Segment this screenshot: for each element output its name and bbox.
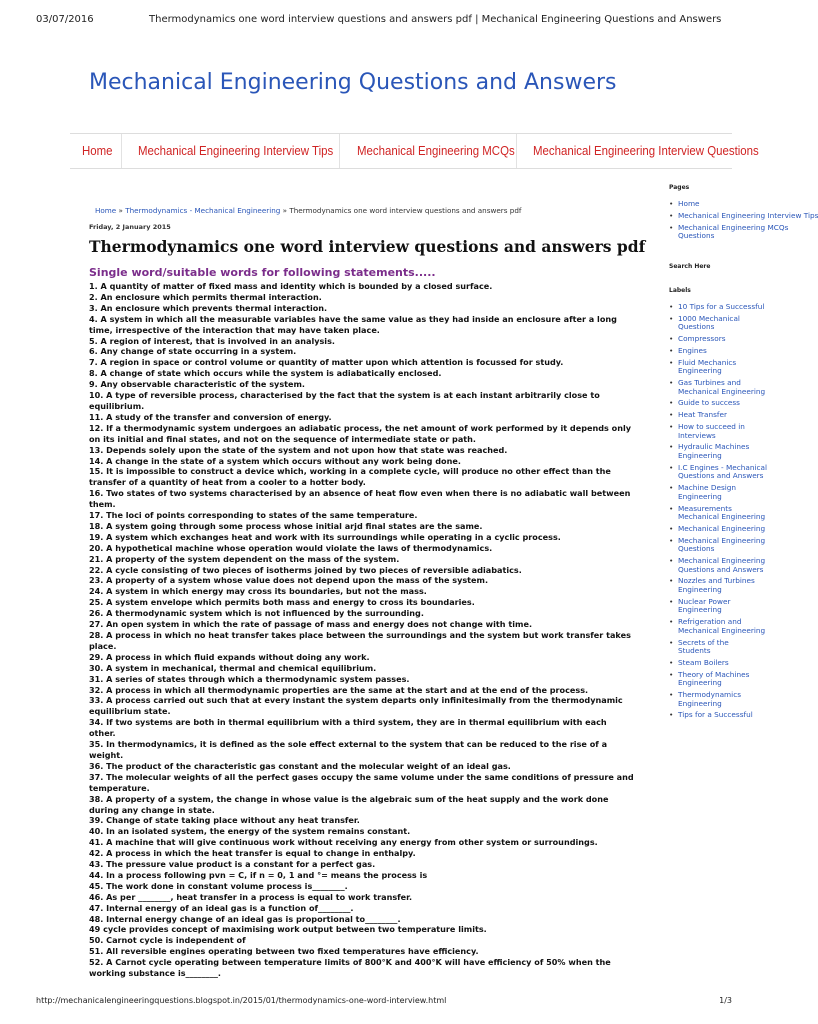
question-list (89, 281, 635, 979)
question-item: 16. Two states of two systems characterised by an absence of heat flow even when there is no adiabatic wall between them. (89, 488, 631, 510)
question-item: 12. If a thermodynamic system undergoes an adiabatic process, the net amount of work performed by it depends only on its initial and final states, and not on the sequence of intermediate state or path. (89, 422, 632, 444)
print-date: 03/07/2016 (36, 14, 94, 25)
question-item: 38. A property of a system, the change in whose value is the algebraic sum of the heat supply and the work done during any change in state. (89, 793, 609, 815)
question-item: 35. In thermodynamics, it is defined as the sole effect external to the system that can be reduced to the rise of a weight. (89, 739, 608, 760)
sidebar-pages-list (667, 199, 818, 244)
question-item: 43. The pressure value product is a constant for a perfect gas. (89, 859, 376, 870)
sidebar (667, 0, 818, 1000)
sidebar-label-link[interactable]: • 1000 Mechanical Questions (667, 315, 733, 332)
sidebar-label-link[interactable]: • Gas Turbines and Mechanical Engineering (667, 379, 733, 396)
sidebar-label-link[interactable]: • Refrigeration and Mechanical Engineering (667, 618, 733, 635)
sidebar-labels-list (667, 302, 768, 723)
question-item: 26. A thermodynamic system which is not influenced by the surrounding. (89, 608, 424, 619)
question-item: 40. In an isolated system, the energy of the system remains constant. (89, 826, 411, 837)
post-date: Friday, 2 January 2015 (89, 223, 171, 231)
question-item: 45. The work done in constant volume process is________. (89, 880, 348, 891)
nav-item-interview-tips[interactable]: Mechanical Engineering Interview Tips (138, 143, 334, 158)
question-item: 19. A system which exchanges heat and work with its surroundings while operating in a cyclic process. (89, 531, 561, 542)
question-item: 41. A machine that will give continuous work without receiving any energy from other system or surroundings. (89, 837, 598, 848)
question-item: 47. Internal energy of an ideal gas is a function of________. (89, 902, 354, 913)
question-item: 3. An enclosure which prevents thermal interaction. (89, 302, 328, 313)
sidebar-label-link[interactable]: • Heat Transfer (667, 411, 733, 420)
breadcrumb-separator: » (118, 206, 123, 215)
sidebar-label-link[interactable]: • 10 Tips for a Successful (667, 303, 733, 312)
sidebar-label-link[interactable]: • Secrets of the Students (667, 639, 733, 656)
question-item: 21. A property of the system dependent on the mass of the system. (89, 553, 400, 564)
sidebar-label-link[interactable]: • Engines (667, 347, 733, 356)
sidebar-label-link[interactable]: • Mechanical Engineering Questions and Answers (667, 557, 733, 574)
sidebar-label-link[interactable]: • Hydraulic Machines Engineering (667, 443, 733, 460)
top-navigation (70, 133, 759, 169)
nav-item-interview-questions[interactable]: Mechanical Engineering Interview Questions (533, 143, 759, 158)
sidebar-label-link[interactable]: • Theory of Machines Engineering (667, 671, 733, 688)
question-item: 9. Any observable characteristic of the system. (89, 379, 305, 390)
print-url: http://mechanicalengineeringquestions.blogspot.in/2015/01/thermodynamics-one-word-interview.html (36, 996, 447, 1005)
sidebar-label-link[interactable]: • Nuclear Power Engineering (667, 598, 733, 615)
question-item: 32. A process in which all thermodynamic properties are the same at the start and at the end of the process. (89, 684, 589, 695)
sidebar-label-link[interactable]: • Measurements Mechanical Engineering (667, 505, 733, 522)
nav-divider (121, 134, 122, 168)
sidebar-labels-heading: Labels (669, 287, 691, 294)
question-item: 28. A process in which no heat transfer takes place between the surroundings and the system but work transfer takes place. (89, 630, 631, 651)
sidebar-page-mcqs[interactable]: • Mechanical Engineering MCQs Questions (667, 224, 733, 241)
question-item: 48. Internal energy change of an ideal gas is proportional to________. (89, 913, 401, 924)
question-item: 46. As per ________, heat transfer in a process is equal to work transfer. (89, 891, 413, 902)
sidebar-page-interview-tips[interactable]: • Mechanical Engineering Interview Tips (667, 212, 733, 221)
breadcrumb-category-link[interactable]: Thermodynamics - Mechanical Engineering (125, 206, 281, 215)
question-item: 8. A change of state which occurs while the system is adiabatically enclosed. (89, 368, 442, 379)
sidebar-page-home[interactable]: • Home (667, 200, 733, 209)
breadcrumb-home-link[interactable]: Home (95, 206, 117, 215)
question-item: 10. A type of reversible process, characterised by the fact that the system is at each instant arbitrarily close to equilibrium. (89, 390, 600, 411)
print-page-number: 1/3 (719, 996, 732, 1005)
nav-item-mcqs[interactable]: Mechanical Engineering MCQs (357, 143, 515, 158)
question-item: 15. It is impossible to construct a device which, working in a complete cycle, will produce no other effect than the transfer of a quantity of heat from a cooler to a hotter body. (89, 466, 611, 488)
question-item: 24. A system in which energy may cross its boundaries, but not the mass. (89, 586, 427, 597)
sidebar-label-link[interactable]: • Guide to success (667, 399, 733, 408)
nav-item-home[interactable]: Home (82, 143, 113, 158)
question-item: 39. Change of state taking place without any heat transfer. (89, 815, 360, 826)
question-item: 7. A region in space or control volume or quantity of matter upon which attention is focussed for study. (89, 357, 564, 368)
sidebar-label-link[interactable]: • Compressors (667, 335, 733, 344)
question-item: 27. An open system in which the rate of passage of mass and energy does not change with time. (89, 619, 533, 630)
sidebar-label-link[interactable]: • How to succeed in Interviews (667, 423, 733, 440)
question-item: 14. A change in the state of a system which occurs without any work being done. (89, 455, 461, 466)
question-item: 49 cycle provides concept of maximising work output between two temperature limits. (89, 924, 487, 935)
question-item: 42. A process in which the heat transfer is equal to change in enthalpy. (89, 848, 416, 859)
question-item: 4. A system in which all the measurable variables have the same value as they had inside an enclosure after a long time, irrespective of the interaction that may have taken place. (89, 313, 617, 335)
breadcrumb-separator: » (282, 206, 288, 215)
question-item: 36. The product of the characteristic gas constant and the molecular weight of an ideal gas. (89, 760, 511, 771)
question-item: 6. Any change of state occurring in a system. (89, 346, 297, 357)
question-item: 5. A region of interest, that is involved in an analysis. (89, 335, 335, 346)
question-item: 37. The molecular weights of all the perfect gases occupy the same volume under the same conditions of pressure and temperature. (89, 771, 634, 793)
question-item: 44. In a process following pvn = C, if n = 0, 1 and °= means the process is (89, 869, 428, 880)
question-item: 11. A study of the transfer and conversion of energy. (89, 411, 332, 422)
sidebar-label-link[interactable]: • Thermodynamics Engineering (667, 691, 733, 708)
sidebar-label-link[interactable]: • I.C Engines - Mechanical Questions and Answers (667, 464, 733, 481)
breadcrumb-current: Thermodynamics one word interview questions and answers pdf (289, 206, 522, 215)
sidebar-label-link[interactable]: • Mechanical Engineering Questions (667, 537, 733, 554)
question-item: 30. A system in mechanical, thermal and chemical equilibrium. (89, 662, 377, 673)
sidebar-label-link[interactable]: • Mechanical Engineering (667, 525, 733, 534)
question-item: 50. Carnot cycle is independent of (89, 935, 246, 946)
sidebar-label-link[interactable]: • Tips for a Successful (667, 711, 733, 720)
question-item: 22. A cycle consisting of two pieces of isotherms joined by two pieces of reversible adiabatics. (89, 564, 522, 575)
question-item: 31. A series of states through which a thermodynamic system passes. (89, 673, 410, 684)
breadcrumb (95, 206, 521, 215)
nav-divider (339, 134, 340, 168)
question-item: 2. An enclosure which permits thermal interaction. (89, 291, 322, 302)
sidebar-label-link[interactable]: • Nozzles and Turbines Engineering (667, 577, 733, 594)
blog-title[interactable]: Mechanical Engineering Questions and Answers (89, 70, 617, 95)
question-item: 51. All reversible engines operating between two fixed temperatures have efficiency. (89, 946, 479, 957)
sidebar-label-link[interactable]: • Steam Boilers (667, 659, 733, 668)
question-item: 29. A process in which fluid expands without doing any work. (89, 651, 370, 662)
question-item: 34. If two systems are both in thermal equilibrium with a third system, they are in thermal equilibrium with each other. (89, 717, 607, 739)
post-subtitle: Single word/suitable words for following statements..... (89, 266, 436, 279)
question-item: 20. A hypothetical machine whose operation would violate the laws of thermodynamics. (89, 542, 493, 553)
nav-divider (516, 134, 517, 168)
question-item: 52. A Carnot cycle operating between temperature limits of 800°K and 400°K will have efficiency of 50% when the working substance is________. (89, 957, 611, 979)
question-item: 23. A property of a system whose value does not depend upon the mass of the system. (89, 575, 489, 586)
question-item: 33. A process carried out such that at every instant the system departs only infinitesimally from the thermodynamic equilibrium state. (89, 695, 623, 717)
question-item: 17. The loci of points corresponding to states of the same temperature. (89, 510, 418, 521)
post-title: Thermodynamics one word interview questions and answers pdf (89, 237, 646, 256)
sidebar-search-heading: Search Here (669, 263, 711, 270)
question-item: 1. A quantity of matter of fixed mass and identity which is bounded by a closed surface. (89, 281, 493, 291)
question-item: 18. A system going through some process whose initial arjd final states are the same. (89, 520, 483, 531)
question-item: 13. Depends solely upon the state of the system and not upon how that state was reached. (89, 444, 508, 455)
sidebar-label-link[interactable]: • Machine Design Engineering (667, 484, 733, 501)
print-document-title: Thermodynamics one word interview questions and answers pdf | Mechanical Engineering Questions and Answers (149, 14, 722, 25)
sidebar-pages-heading: Pages (669, 184, 690, 191)
question-item: 25. A system envelope which permits both mass and energy to cross its boundaries. (89, 597, 475, 608)
sidebar-label-link[interactable]: • Fluid Mechanics Engineering (667, 359, 733, 376)
